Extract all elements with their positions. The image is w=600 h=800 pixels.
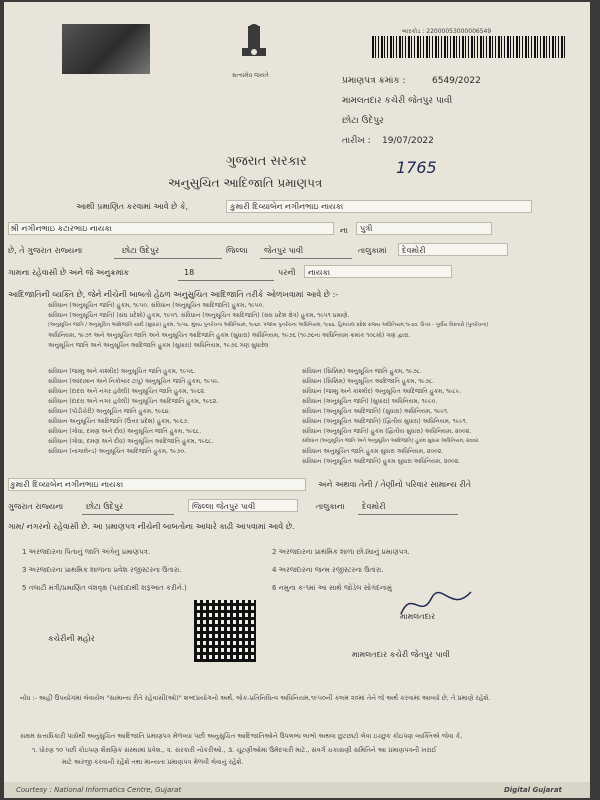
- note-text: નોંધ :- અહીં ઉપયોગમાં લેવાયેલ "સામાન્ય રીતે રહેવાસી(ઓ)" શબ્દપ્રયોગનો અર્થ, લોક-પ્રતિનિધિત્વ અધિનિયમ,૧૯૫૦ની કલમ ૨૦માં તેને જે અર્થ કરવામાં આવ્યો છે, તે પ્રમાણે રહેશે.: [20, 694, 491, 702]
- left-list-2: સંવિધાન (આંદામાન અને નિકોબાર ટાપુ) અનુસૂચિત જાતિ હુકમ, ૧૯૫૯.: [48, 378, 220, 385]
- basis-item-3: 3 અરજદારના પ્રાથમિક શાળાના પ્રવેશ રજીસ્ટરના ઉતારા.: [22, 566, 182, 574]
- courtesy-text: Courtesy : National Informatics Centre, Gujarat: [16, 786, 182, 794]
- father-name: શ્રી નગીનભાઇ કટારભાઇ નાયકા: [10, 224, 112, 233]
- government-heading: ગુજરાત સરકાર: [226, 154, 307, 169]
- barcode-label: બારકોડ : 22000053000006549: [402, 28, 492, 35]
- right-list-4: સંવિધાન (અનુસૂચિત જાતિ) (સુધારા) અધિનિયમ, ૧૯૯૦.: [302, 398, 438, 405]
- right-list-6: સંવિધાન (અનુસૂચિત આદિજાતિ) (દ્વિતીય સુધારા) અધિનિયમ, ૧૯૯૧.: [302, 418, 468, 425]
- district-label: જિલ્લા: [226, 246, 248, 255]
- cert-no-value: 6549/2022: [432, 76, 481, 86]
- handwritten-number: 1765: [396, 158, 437, 177]
- relation: પુત્રી: [360, 224, 373, 233]
- order-line-3: (અનુસૂચિત જાતિ / અનુસૂચિત આદિજાતિ યાદી (સુધારા) હુકમ, ૧૯૫૬. મુંબઇ પુનર્રચના અધિનિયમ, ૧૯૬૦. પંજાબ પુનર્રચના અધિનિયમ, ૧૯૬૬. હિમાચલ પ્રદેશ રાજ્ય અધિનિયમ,૧૯૭૦. ઉત્તર - પૂર્વીય વિસ્તારો (પુનર્રચના): [48, 322, 489, 328]
- national-emblem-icon: [234, 22, 274, 70]
- basis-item-6: 6 નમુના ક-૧માં આ સાથે જોડેલ સોગંદનામું: [272, 584, 392, 592]
- end-paragraph-2: ૧. ધોરણ ૧૦ પછી કોઇપણ શૈક્ષણિક સંસ્થામાં પ્રવેશ., ૨. સરકારી નોકરીઓ., ૩. ચૂંટણીઓમાં ઉમેદવારી માટે., સંવર્ગ ચકાસણી સમિતિને આ પ્રમાણપત્રની ખરાઈ: [32, 746, 437, 754]
- end-paragraph-3: માટે અરજી કરવાની રહેશે તથા માન્યતા પ્રમાણપત્ર મેળવી લેવાનું રહેશે.: [62, 758, 244, 766]
- main-paragraph: આદિજાતિની વ્યક્તિ છે, જેને નીચેની બાબતો હેઠળ અનુસુચિત આદિજાતિ તરીકે ઓળખવામાં આવે છે :-: [8, 290, 339, 299]
- certificate-page: [4, 2, 590, 798]
- state-prefix-2: ગુજરાત રાજ્યના: [8, 502, 64, 511]
- cert-no-label: પ્રમાણપત્ર ક્રમાંક :: [342, 76, 406, 86]
- applicant-name-2: કુમારી દિવ્યાબેન નગીનભાઇ નાયકા: [10, 480, 124, 489]
- basis-item-1: 1 અરજદારના પિતાનું જાતિ અંગેનુ પ્રમાણપત્ર.: [22, 548, 151, 556]
- left-list-5: સંવિધાન (પોંડીચેરી) અનુસૂચિત જાતિ હુકમ, ૧૯૬૪.: [48, 408, 171, 415]
- taluka-line: [260, 258, 352, 259]
- relation-field: [356, 222, 492, 235]
- officer-title: મામલતદાર: [400, 612, 436, 621]
- relation-suffix: ના: [340, 226, 348, 235]
- right-list-9: સંવિધાન અનુસૂચિત જાતિ હુકમ સુધારા અધિનિયમ, ૨૦૦૨.: [302, 448, 444, 455]
- village: દેવમોરી: [402, 246, 426, 255]
- left-list-4: સંવિધાન (દાદરા અને નગર હવેલી) અનુસૂચિત આદિજાતિ હુકમ, ૧૯૬૨.: [48, 398, 219, 405]
- taluka-label: તાલુકામાં: [358, 246, 387, 255]
- tribe: નાયકા: [308, 268, 331, 277]
- right-list-1: સંવિધાન (સિક્કિમ) અનુસૂચિત જાતિ હુકમ, ૧૯૭૮.: [302, 368, 422, 375]
- applicant-photo: [62, 24, 150, 74]
- left-list-9: સંવિધાન (નાગાલેન્ડ) અનુસૂચિત આદિજાતિ હુકમ, ૧૯૭૦.: [48, 448, 187, 455]
- right-list-10: સંવિધાન (અનુસૂચિત આદિજાતિ) હુકમ સુધારા અધિનિયમ, ૨૦૦૨.: [302, 458, 461, 465]
- office-stamp-label: કચેરીની મહોર: [48, 634, 95, 643]
- order-line-2: સંવિધાન (અનુસૂચિત જાતિ) (સંઘ પ્રદેશો) હુકમ, ૧૯૫૧. સંવિધાન (અનુસૂચિત આદિજાતિ) (સંઘ પ્રદેશ ક્ષેત્ર) હુકમ, ૧૯૫૧ પ્રમાણે.: [48, 312, 350, 319]
- basis-item-5: 5 તલાટી મંત્રી/પ્રમાણિત વંશવૃક્ષ (પરદાદાથી શરૂઆત કરીને.): [22, 584, 187, 592]
- basis-line: ગામ/ નગરનો રહેવાસી છે. આ પ્રમાણપત્ર નીચેની બાબતોના આધારે કાઢી આપવામાં આવે છે.: [8, 522, 295, 531]
- district: છોટા ઉદેપુર: [122, 246, 160, 255]
- district-2: છોટા ઉદેપુર: [86, 502, 124, 511]
- serial-prefix: ગામના રહેવાસી છે અને જે અનુક્રમાંક: [8, 268, 130, 277]
- serial-line: [178, 280, 274, 281]
- taluka-label-2: તાલુકાના: [316, 502, 345, 511]
- left-list-3: સંવિધાન (દાદરા અને નગર હવેલી) અનુસૂચિત જાતિ હુકમ, ૧૯૬૨.: [48, 388, 206, 395]
- date-value: 19/07/2022: [382, 136, 434, 146]
- district-line: [114, 258, 222, 259]
- office-district: છોટા ઉદેપુર: [342, 116, 384, 126]
- left-list-1: સંવિધાન (જમ્મુ અને કાશ્મીર) અનુસૂચિત જાતિ હુકમ, ૧૯૫૬.: [48, 368, 196, 375]
- left-list-8: સંવિધાન (ગોવા, દમણ અને દીવ) અનુસૂચિત આદિજાતિ હુકમ, ૧૯૬૮.: [48, 438, 214, 445]
- village-2: દેવમોરી: [362, 502, 386, 511]
- serial-no: 18: [184, 268, 195, 277]
- state-prefix: છે, તે ગુજરાત રાજ્યના: [8, 246, 83, 255]
- office-name: મામલતદાર કચેરી જેતપુર પાવી: [342, 96, 453, 106]
- certificate-title: અનુસુચિત આદિજાતિ પ્રમાણપત્ર: [168, 176, 323, 190]
- left-list-6: સંવિધાન અનુસૂચિત આદિજાતિ (ઉત્તર પ્રદેશ) હુકમ, ૧૯૬૭.: [48, 418, 190, 425]
- officer-office: મામલતદાર કચેરી જેતપુર પાવી: [352, 650, 450, 659]
- right-list-7: સંવિધાન (અનુસૂચિત જાતિ) હુકમ (દ્વિતીય સુધારા) અધિનિયમ, ૨૦૦૨.: [302, 428, 472, 435]
- district2-line: [82, 514, 174, 515]
- right-list-3: સંવિધાન (જમ્મુ અને કાશ્મીર) અનુસૂચિત આદિજાતિ હુકમ, ૧૯૮૯.: [302, 388, 462, 395]
- end-paragraph-1: સક્ષમ સત્તાધિકારી પાસેથી અનુસુચિત આદિજાતિ પ્રમાણપત્ર મેળવ્યા પછી અનુસુચિત આદિજાતિઓને ઉપલબ્ધ લાભો અથવા છુટછાટો લેવા ઇચ્છુક કોઇપણ વ્યક્તિએ જેવા કે,: [20, 732, 463, 740]
- order-line-4: અધિનિયમ, ૧૯૭૧ અને અનુસૂચિત જાતિ અને અનુસૂચિત આદિજાતિ હુકમ (સુધારા) અધિનિયમ, ૧૯૭૬ (૧૯૭૬ના અધિનિયમ ક્રમાંક ૧૦૮મો) ગણ દ્વારા.: [48, 332, 411, 339]
- barcode: [372, 36, 567, 58]
- qr-code: [194, 600, 256, 662]
- order-line-1: સંવિધાન (અનુસૂચિત જાતિ) હુકમ, ૧૯૫૦. સંવિધાન (અનુસૂચિત આદિજાતિ) હુકમ, ૧૯૫૦.: [48, 302, 265, 309]
- district-taluka-2: જિલ્લા જેતપુર પાવી: [192, 502, 256, 511]
- applicant-name: કુમારી દિવ્યાબેન નગીનભાઇ નાયકા: [230, 202, 344, 211]
- village2-line: [358, 514, 458, 515]
- right-list-2: સંવિધાન (સિક્કિમ) અનુસૂચિત આદિજાતિ હુકમ, ૧૯૭૮.: [302, 378, 435, 385]
- left-list-7: સંવિધાન (ગોવા, દમણ અને દીવ) અનુસૂચિત જાતિ હુકમ, ૧૯૬૮.: [48, 428, 202, 435]
- basis-item-2: 2 અરજદારના પ્રાથમિક શાળા છોડ્યાનું પ્રમાણપત્ર.: [272, 548, 410, 556]
- right-list-5: સંવિધાન (અનુસૂચિત આદિજાતિ) (સુધારા) અધિનિયમ, ૧૯૯૧.: [302, 408, 449, 415]
- basis-item-4: 4 અરજદારના જન્મ રજીસ્ટરના ઉતારા.: [272, 566, 384, 574]
- and-or-text: અને અથવા તેની / તેણીનો પરિવાર સામાન્ય રીતે: [318, 480, 472, 489]
- digital-gujarat-text: Digital Gujarat: [504, 786, 562, 794]
- order-line-5: અનુસૂચિત જાતિ અને અનુસૂચિત આદિજાતિ હુકમ (સુધારા) અધિનિયમ, ૧૯૭૬ ગણ સુધારેલ: [48, 342, 269, 349]
- date-label: તારીખ :: [342, 136, 371, 146]
- taluka: જેતપુર પાવી: [264, 246, 304, 255]
- serial-mid: પરની: [278, 268, 296, 277]
- emblem-caption: સત્યમેવ જયતે: [232, 72, 269, 79]
- right-list-8: સંવિધાન (અનુસૂચિત જાતિ અને અનુસૂચિત આદિજાતિ) હુકમ સુધારા અધિનિયમ, ૨૦૦૨.: [302, 438, 480, 444]
- intro-text: આથી પ્રમાણિત કરવામાં આવે છે કે,: [76, 202, 189, 211]
